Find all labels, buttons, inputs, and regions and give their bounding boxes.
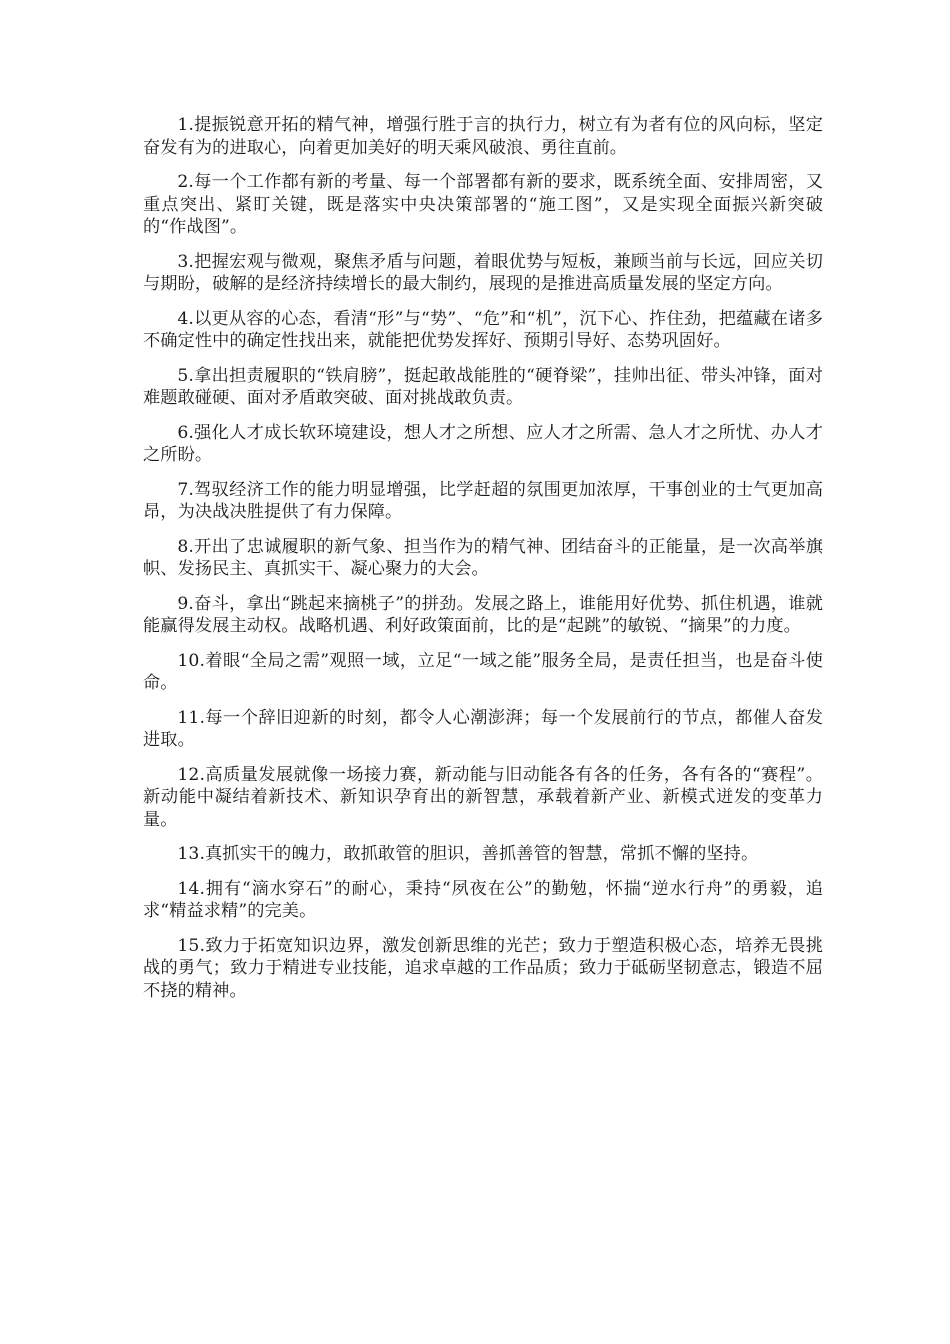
paragraph-9: 9.奋斗，拿出“跳起来摘桃子”的拼劲。发展之路上，谁能用好优势、抓住机遇，谁就能赢得发展主动权。战略机遇、利好政策面前，比的是“起跳”的敏锐、“摘果”的力度。 [143, 593, 823, 636]
paragraph-3: 3.把握宏观与微观，聚焦矛盾与问题，着眼优势与短板，兼顾当前与长远，回应关切与期盼，破解的是经济持续增长的最大制约，展现的是推进高质量发展的坚定方向。 [143, 251, 823, 294]
paragraph-11: 11.每一个辞旧迎新的时刻，都令人心潮澎湃；每一个发展前行的节点，都催人奋发进取。 [143, 707, 823, 750]
paragraph-4: 4.以更从容的心态，看清“形”与“势”、“危”和“机”，沉下心、拃住劲，把蕴藏在诸多不确定性中的确定性找出来，就能把优势发挥好、预期引导好、态势巩固好。 [143, 308, 823, 351]
paragraph-7: 7.驾驭经济工作的能力明显增强，比学赶超的氛围更加浓厚，干事创业的士气更加高昂，为决战决胜提供了有力保障。 [143, 479, 823, 522]
paragraph-5: 5.拿出担责履职的“铁肩膀”，挺起敢战能胜的“硬脊梁”，挂帅出征、带头冲锋，面对难题敢碰硬、面对矛盾敢突破、面对挑战敢负责。 [143, 365, 823, 408]
paragraph-6: 6.强化人才成长软环境建设，想人才之所想、应人才之所需、急人才之所忧、办人才之所盼。 [143, 422, 823, 465]
paragraph-1: 1.提振锐意开拓的精气神，增强行胜于言的执行力，树立有为者有位的风向标，坚定奋发有为的进取心，向着更加美好的明天乘风破浪、勇往直前。 [143, 115, 823, 158]
paragraph-12: 12.高质量发展就像一场接力赛，新动能与旧动能各有各的任务，各有各的“赛程”。新动能中凝结着新技术、新知识孕育出的新智慧，承载着新产业、新模式迸发的变革力量。 [143, 764, 823, 830]
paragraph-10: 10.着眼“全局之需”观照一域，立足“一域之能”服务全局，是责任担当，也是奋斗使命。 [143, 650, 823, 693]
paragraph-15: 15.致力于拓宽知识边界，激发创新思维的光芒；致力于塑造积极心态，培养无畏挑战的勇气；致力于精进专业技能，追求卓越的工作品质；致力于砥砺坚韧意志，锻造不屈不挠的精神。 [143, 935, 823, 1001]
paragraph-13: 13.真抓实干的魄力，敢抓敢管的胆识，善抓善管的智慧，常抓不懈的坚持。 [177, 844, 759, 864]
paragraph-14: 14.拥有“滴水穿石”的耐心，秉持“夙夜在公”的勤勉，怀揣“逆水行舟”的勇毅，追求“精益求精”的完美。 [143, 878, 823, 921]
document-page [143, 114, 823, 1014]
paragraph-2: 2.每一个工作都有新的考量、每一个部署都有新的要求，既系统全面、安排周密，又重点突出、紧盯关键，既是落实中央决策部署的“施工图”，又是实现全面振兴新突破的“作战图”。 [143, 172, 823, 237]
paragraph-8: 8.开出了忠诚履职的新气象、担当作为的精气神、团结奋斗的正能量，是一次高举旗帜、发扬民主、真抓实干、凝心聚力的大会。 [143, 536, 823, 579]
